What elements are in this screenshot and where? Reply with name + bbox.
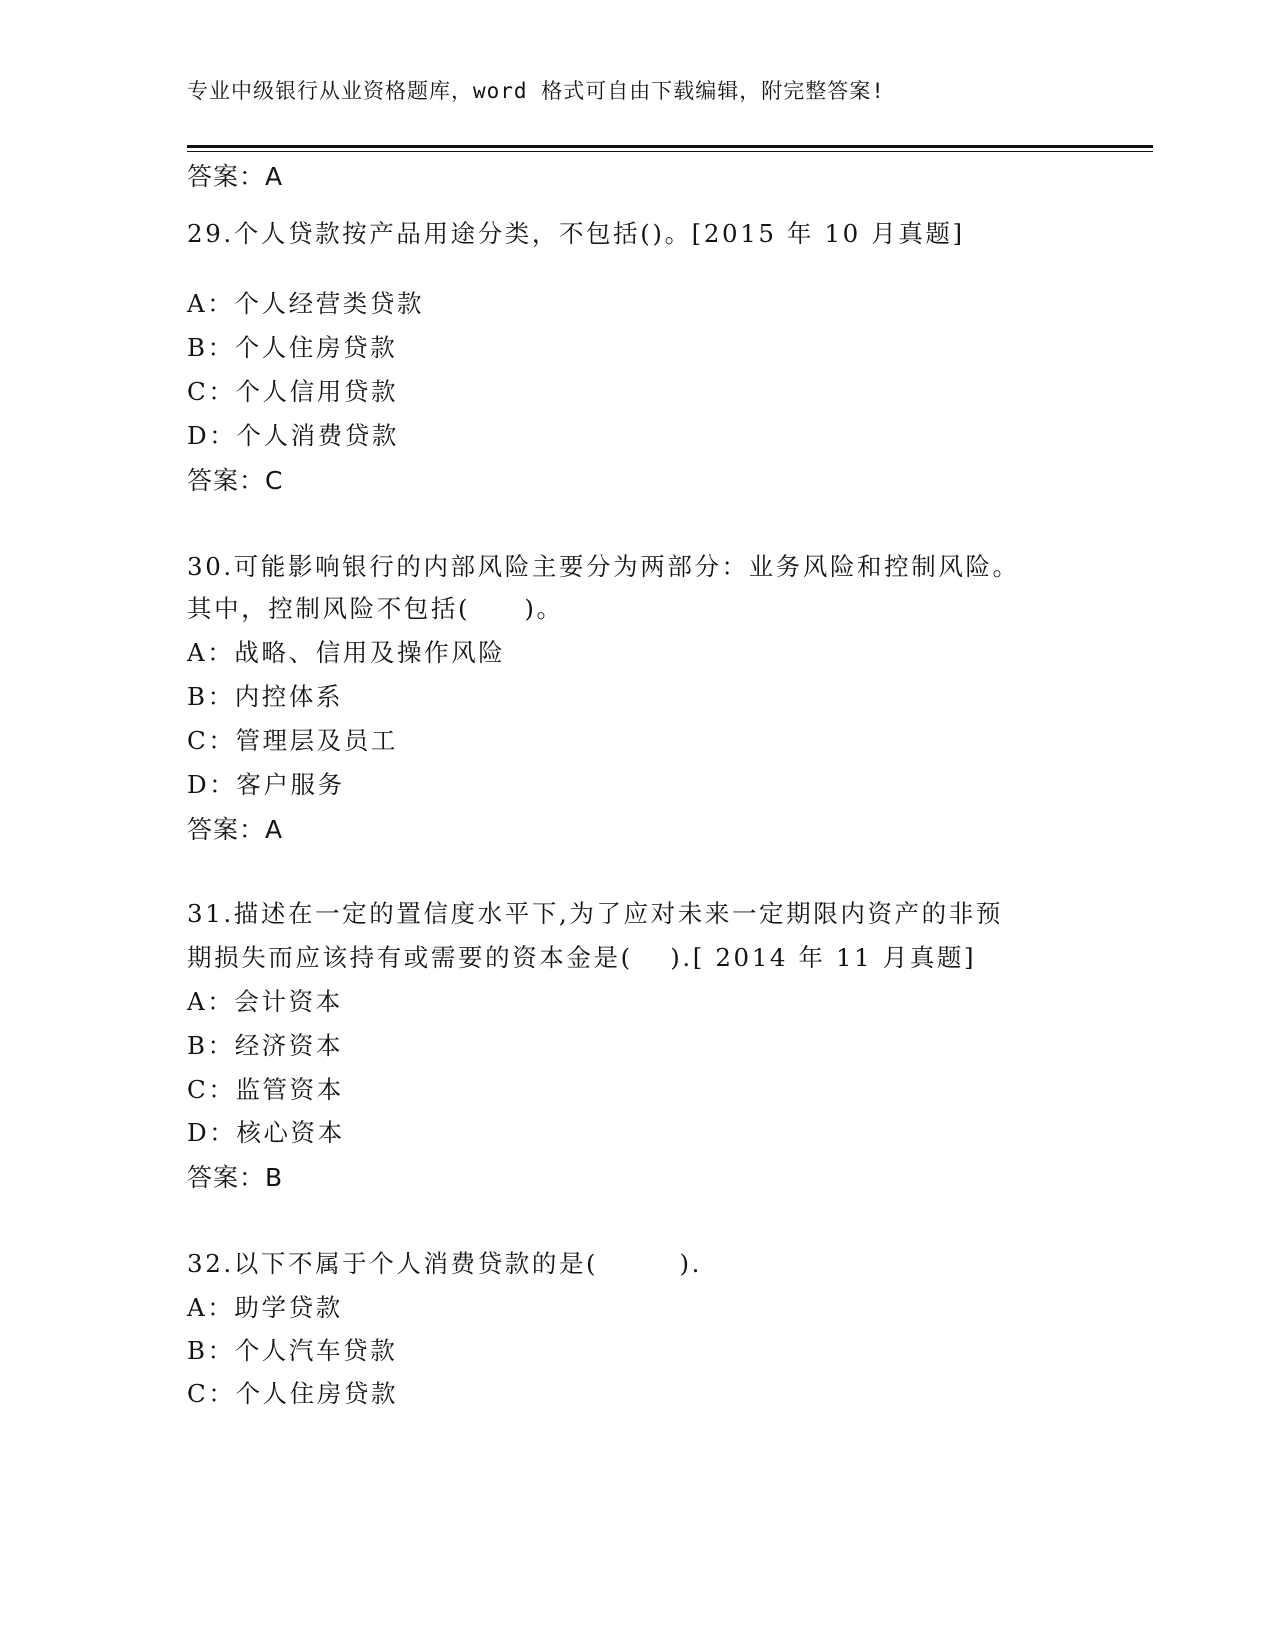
question-30-stem-line-1: 30.可能影响银行的内部风险主要分为两部分：业务风险和控制风险。 <box>187 552 1020 581</box>
question-29-option-b: B：个人住房贷款 <box>187 333 398 362</box>
header-rule-thick <box>187 145 1153 148</box>
question-29-stem: 29.个人贷款按产品用途分类，不包括()。[2015 年 10 月真题] <box>187 219 965 248</box>
question-31-option-d: D：核心资本 <box>187 1118 345 1147</box>
question-31-answer: 答案：B <box>187 1163 284 1192</box>
question-30-option-c: C：管理层及员工 <box>187 726 399 755</box>
question-31-stem-line-1: 31.描述在一定的置信度水平下,为了应对未来一定期限内资产的非预 <box>187 899 1003 928</box>
question-29-option-a: A：个人经营类贷款 <box>187 289 425 318</box>
page-header: 专业中级银行从业资格题库，word 格式可自由下载编辑，附完整答案! <box>187 79 885 103</box>
question-31-option-c: C：监管资本 <box>187 1075 344 1104</box>
question-30-answer: 答案：A <box>187 815 284 844</box>
question-32-option-b: B：个人汽车贷款 <box>187 1336 398 1365</box>
question-29-option-d: D：个人消费贷款 <box>187 421 399 450</box>
question-31-option-a: A：会计资本 <box>187 987 343 1016</box>
header-rule-thin <box>187 151 1153 152</box>
question-29-option-c: C：个人信用贷款 <box>187 377 399 406</box>
question-32-option-a: A：助学贷款 <box>187 1293 343 1322</box>
question-30-option-a: A：战略、信用及操作风险 <box>187 638 506 667</box>
question-32-option-c: C：个人住房贷款 <box>187 1379 399 1408</box>
question-32-stem: 32.以下不属于个人消费贷款的是( ). <box>187 1249 703 1278</box>
question-31-stem-line-2: 期损失而应该持有或需要的资本金是( ).[ 2014 年 11 月真题] <box>187 943 977 972</box>
question-30-option-d: D：客户服务 <box>187 770 345 799</box>
question-31-option-b: B：经济资本 <box>187 1031 344 1060</box>
question-30-stem-line-2: 其中，控制风险不包括( )。 <box>187 594 564 623</box>
question-29-answer: 答案：C <box>187 466 284 495</box>
question-30-option-b: B：内控体系 <box>187 682 344 711</box>
previous-answer: 答案：A <box>187 162 284 191</box>
